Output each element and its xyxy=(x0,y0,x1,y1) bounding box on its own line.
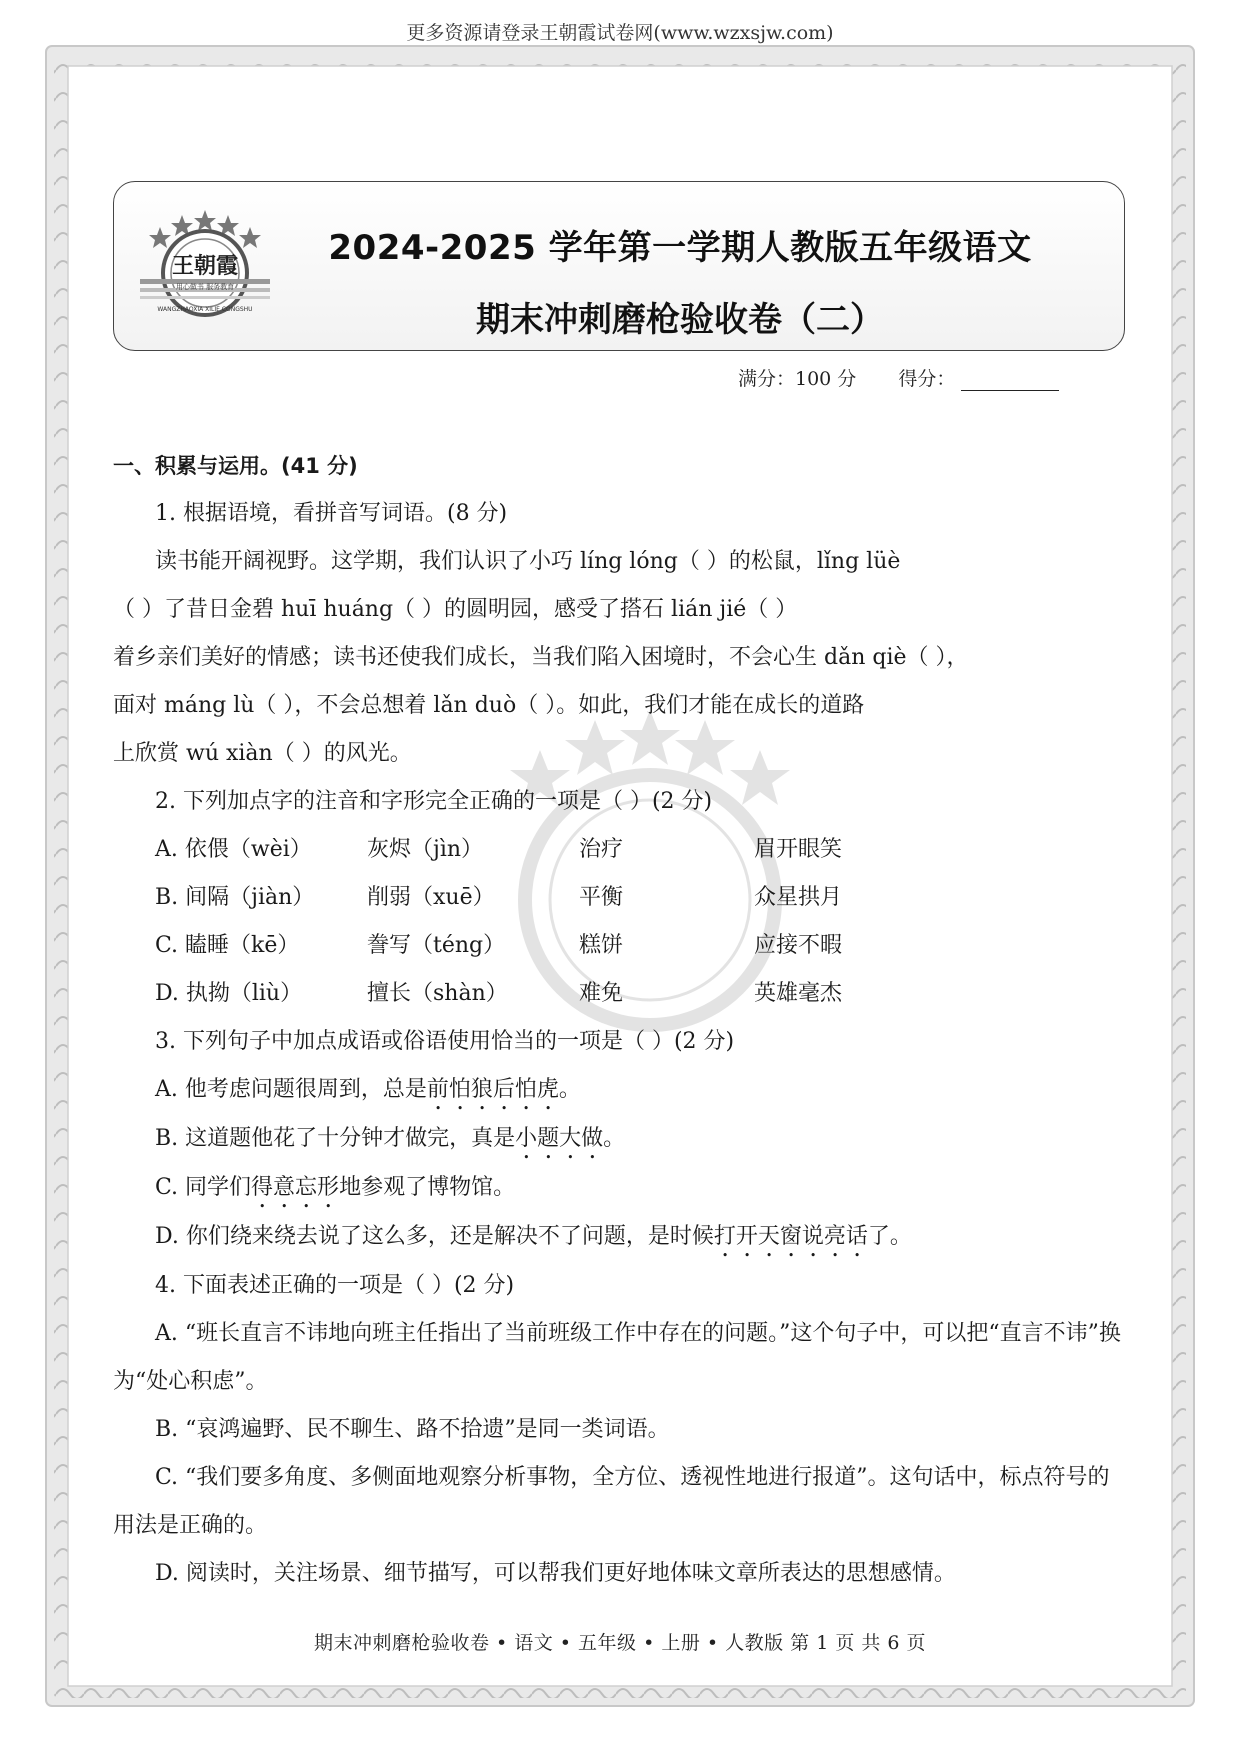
option-cell: 众星拱月 xyxy=(754,885,843,910)
option-cell: 誊写（téng） xyxy=(367,933,506,958)
option-cell: 眉开眼笑 xyxy=(754,837,843,862)
q4-option-b: B. “哀鸿遍野、民不聊生、路不拾遗”是同一类词语。 xyxy=(155,1417,670,1442)
score-blank[interactable] xyxy=(961,372,1059,391)
q2-stem: 2. 下列加点字的注音和字形完全正确的一项是（ ）(2 分) xyxy=(155,789,713,814)
q4-stem: 4. 下面表述正确的一项是（ ）(2 分) xyxy=(155,1273,515,1298)
q3-b-idiom: 小题大做 xyxy=(515,1126,604,1151)
section-1-heading: 一、积累与运用。(41 分) xyxy=(113,454,358,478)
q3-c-end: 地参观了博物馆。 xyxy=(339,1175,516,1200)
q3-a-end: 。 xyxy=(558,1077,581,1102)
q1-stem: 1. 根据语境，看拼音写词语。(8 分) xyxy=(155,501,508,526)
q3-option-a xyxy=(113,1066,1128,1115)
option-cell: 擅长（shàn） xyxy=(367,981,508,1006)
website-note: 更多资源请登录王朝霞试卷网(www.wzxsjw.com) xyxy=(406,22,834,44)
q3-a-idiom: 前怕狼后怕虎 xyxy=(426,1077,559,1102)
option-cell: 削弱（xuē） xyxy=(367,885,495,910)
q3-d-end: 了。 xyxy=(867,1224,912,1249)
q3-b-text: B. 这道题他花了十分钟才做完，真是 xyxy=(155,1126,516,1151)
q3-d-text: D. 你们绕来绕去说了这么多，还是解决不了问题，是时候 xyxy=(155,1224,714,1249)
option-cell: 平衡 xyxy=(579,885,624,910)
option-cell: 英雄毫杰 xyxy=(754,981,843,1006)
exam-content xyxy=(113,442,1128,1598)
option-cell: 糕饼 xyxy=(579,933,624,958)
option-cell: 难免 xyxy=(579,981,624,1006)
logo-tagline: 用心做书 服务教育 xyxy=(175,283,235,291)
option-cell: C. 瞌睡（kē） xyxy=(155,933,300,958)
option-cell: B. 间隔（jiàn） xyxy=(155,885,315,910)
full-score-label: 满分：100 分 xyxy=(738,368,857,390)
title-line-1: 2024-2025 学年第一学期人教版五年级语文 xyxy=(328,228,1032,268)
q2-option-a xyxy=(113,826,1128,874)
option-cell: 应接不暇 xyxy=(754,933,843,958)
q3-option-d xyxy=(113,1213,1128,1262)
logo-name: 王朝霞 xyxy=(171,253,239,279)
q1-line-1: 读书能开阔视野。这学期，我们认识了小巧 líng lóng（ ）的松鼠，lǐng lüè xyxy=(155,549,901,574)
q3-b-end: 。 xyxy=(603,1126,626,1151)
q3-option-b xyxy=(113,1115,1128,1164)
score-got-label: 得分： xyxy=(898,368,956,390)
q3-stem: 3. 下列句子中加点成语或俗语使用恰当的一项是（ ）(2 分) xyxy=(155,1029,735,1054)
option-cell: 治疗 xyxy=(579,837,624,862)
q1-line-5: 上欣赏 wú xiàn（ ）的风光。 xyxy=(113,741,412,766)
option-cell: A. 依偎（wèi） xyxy=(155,837,312,862)
option-cell: D. 执拗（liù） xyxy=(155,981,303,1006)
q4-option-c: C. “我们要多角度、多侧面地观察分析事物，全方位、透视性地进行报道”。这句话中，标点符号的用法是正确的。 xyxy=(113,1465,1110,1538)
q3-c-text: C. 同学们 xyxy=(155,1175,252,1200)
q3-a-text: A. 他考虑问题很周到，总是 xyxy=(155,1077,427,1102)
q1-line-3: 着乡亲们美好的情感；读书还使我们成长，当我们陷入困境时，不会心生 dǎn qiè（ ）， xyxy=(113,645,969,670)
q3-option-c xyxy=(113,1164,1128,1213)
option-cell: 灰烬（jìn） xyxy=(367,837,484,862)
q2-option-d xyxy=(113,970,1128,1018)
title-line-2: 期末冲刺磨枪验收卷（二） xyxy=(476,300,884,340)
q1-line-4: 面对 máng lù（ ），不会总想着 lǎn duò（ ）。如此，我们才能在成长的道路 xyxy=(113,693,865,718)
score-line xyxy=(738,364,1059,391)
q3-c-idiom: 得意忘形 xyxy=(251,1175,340,1200)
q1-line-2: （ ）了昔日金碧 huī huáng（ ）的圆明园，感受了搭石 lián jié（ ） xyxy=(113,597,798,622)
q4-option-a: A. “班长直言不讳地向班主任指出了当前班级工作中存在的问题。”这个句子中，可以把“直言不讳”换为“处心积虑”。 xyxy=(113,1321,1121,1394)
q3-d-idiom: 打开天窗说亮话 xyxy=(713,1224,868,1249)
page-footer: 期末冲刺磨枪验收卷 • 语文 • 五年级 • 上册 • 人教版 第 1 页 共 6 页 xyxy=(313,1632,927,1654)
q4-option-d: D. 阅读时，关注场景、细节描写，可以帮我们更好地体味文章所表达的思想感情。 xyxy=(155,1561,956,1586)
q2-option-b xyxy=(113,874,1128,922)
q2-option-c xyxy=(113,922,1128,970)
logo-ring-text: WANGZHAOXIA XILIE CONGSHU xyxy=(157,306,253,313)
